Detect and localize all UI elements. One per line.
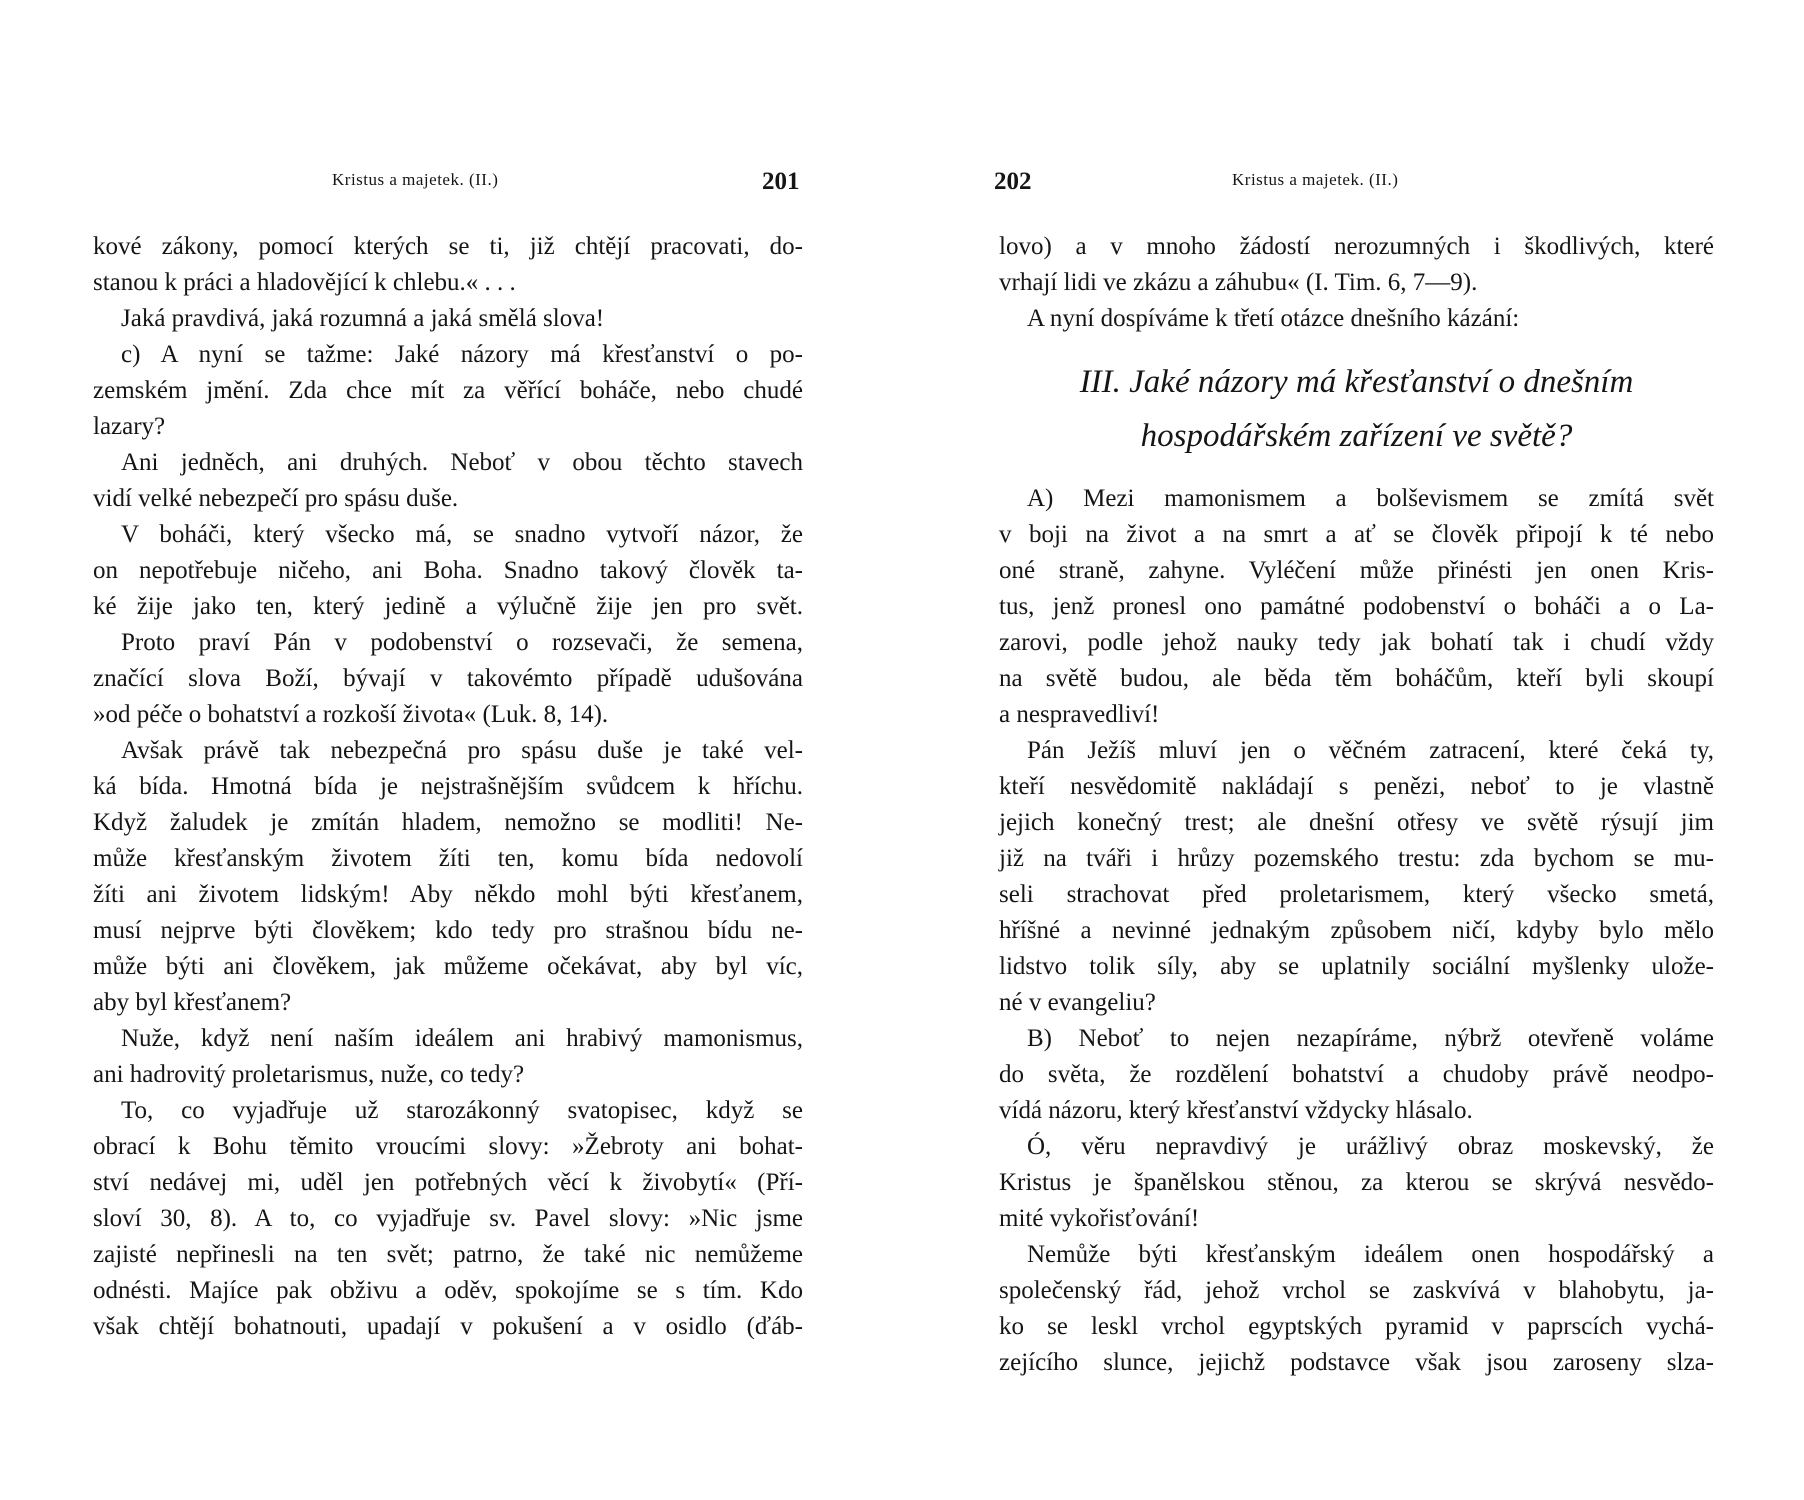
text-line: ani hadrovitý proletarismus, nuže, co tedy?: [93, 1061, 525, 1088]
text-line: seli strachovat před proletarismem, který všecko smetá,: [999, 881, 1714, 908]
text-line: né v evangeliu?: [999, 989, 1156, 1016]
text-line: Avšak právě tak nebezpečná pro spásu duše je také vel-: [121, 737, 803, 764]
text-line: V boháči, který všecko má, se snadno vytvoří názor, že: [121, 521, 803, 548]
text-line: Ó, věru nepravdivý je urážlivý obraz moskevský, že: [1027, 1133, 1714, 1160]
text-line: vrhají lidi ve zkázu a záhubu« (I. Tim. 6, 7—9).: [999, 269, 1478, 296]
text-line: na světě budou, ale běda těm boháčům, kteří byli skoupí: [999, 665, 1714, 692]
text-line: odnésti. Majíce pak obživu a oděv, spokojíme se s tím. Kdo: [93, 1277, 803, 1304]
text-line: však chtějí bohatnouti, upadají v pokušení a v osidlo (ďáb-: [93, 1313, 803, 1340]
text-line: ká bída. Hmotná bída je nejstrašnějším svůdcem k hříchu.: [93, 773, 803, 800]
text-line: sloví 30, 8). A to, co vyjadřuje sv. Pavel slovy: »Nic jsme: [93, 1205, 803, 1232]
section-heading: hospodářském zařízení ve světě?: [1140, 418, 1573, 454]
text-line: A nyní dospíváme k třetí otázce dnešního kázání:: [1027, 305, 1520, 332]
section-heading: III. Jaké názory má křesťanství o dnešním: [1079, 364, 1634, 400]
text-line: Když žaludek je zmítán hladem, nemožno se modliti! Ne-: [93, 809, 803, 836]
text-line: a nespravedliví!: [999, 701, 1160, 728]
text-line: již na tváři i hrůzy pozemského trestu: zda bychom se mu-: [999, 845, 1714, 872]
text-line: Proto praví Pán v podobenství o rozsevači, že semena,: [121, 629, 803, 656]
text-line: zarovi, podle jehož nauky tedy jak bohatí tak i chudí vždy: [999, 629, 1714, 656]
running-head: Kristus a majetek. (II.): [332, 170, 499, 189]
text-line: vídá názoru, který křesťanství vždycky hlásalo.: [999, 1097, 1473, 1124]
text-line: vidí velké nebezpečí pro spásu duše.: [93, 485, 459, 512]
text-line: To, co vyjadřuje už starozákonný svatopisec, když se: [121, 1097, 803, 1124]
text-line: tus, jenž pronesl ono památné podobenství o boháči a o La-: [999, 593, 1714, 620]
text-line: mité vykořisťování!: [999, 1205, 1200, 1232]
text-line: Ani jedněch, ani druhých. Neboť v obou těchto stavech: [121, 449, 803, 476]
page-number: 202: [994, 168, 1032, 195]
text-line: ko se leskl vrchol egyptských pyramid v paprscích vychá-: [999, 1313, 1714, 1340]
text-line: žíti ani životem lidským! Aby někdo mohl býti křesťanem,: [93, 881, 803, 908]
text-line: Jaká pravdivá, jaká rozumná a jaká smělá slova!: [121, 305, 605, 332]
text-line: zemském jmění. Zda chce mít za věřící boháče, nebo chudé: [93, 377, 803, 404]
text-line: on nepotřebuje ničeho, ani Boha. Snadno takový člověk ta-: [93, 557, 803, 584]
text-line: v boji na život a na smrt a ať se člověk připojí k té nebo: [999, 521, 1714, 548]
text-line: do světa, že rozdělení bohatství a chudoby právě neodpo-: [999, 1061, 1714, 1088]
text-line: kteří nesvědomitě nakládají s penězi, neboť to je vlastně: [999, 773, 1714, 800]
text-line: jejich konečný trest; ale dnešní otřesy ve světě rýsují jim: [999, 809, 1714, 836]
text-line: c) A nyní se tažme: Jaké názory má křesťanství o po-: [121, 341, 803, 368]
text-line: značící slova Boží, bývají v takovémto případě udušována: [93, 665, 803, 692]
text-line: oné straně, zahyne. Vyléčení může přinésti jen onen Kris-: [999, 557, 1714, 584]
text-line: Kristus je španělskou stěnou, za kterou se skrývá nesvědo-: [999, 1169, 1714, 1196]
running-head: Kristus a majetek. (II.): [1232, 170, 1399, 189]
text-line: zejícího slunce, jejichž podstavce však jsou zaroseny slza-: [999, 1349, 1714, 1376]
text-line: lovo) a v mnoho žádostí nerozumných i škodlivých, které: [999, 233, 1714, 260]
page-number: 201: [762, 168, 800, 195]
text-line: Pán Ježíš mluví jen o věčném zatracení, které čeká ty,: [1027, 737, 1714, 764]
text-line: hříšné a nevinné jednakým způsobem ničí, kdyby bylo mělo: [999, 917, 1714, 944]
text-line: může býti ani člověkem, jak můžeme očekávat, aby byl víc,: [93, 953, 803, 980]
text-line: Nuže, když není naším ideálem ani hrabivý mamonismus,: [121, 1025, 803, 1052]
text-column: [999, 229, 1714, 1381]
text-line: musí nejprve býti člověkem; kdo tedy pro strašnou bídu ne-: [93, 917, 803, 944]
text-line: zajisté nepřinesli na ten svět; patrno, že také nic nemůžeme: [93, 1241, 803, 1268]
text-line: ké žije jako ten, který jedině a výlučně žije jen pro svět.: [93, 593, 803, 620]
text-line: kové zákony, pomocí kterých se ti, již chtějí pracovati, do-: [93, 233, 803, 260]
text-line: B) Neboť to nejen nezapíráme, nýbrž otevřeně voláme: [1027, 1025, 1714, 1052]
text-line: lidstvo tolik síly, aby se uplatnily sociální myšlenky ulože-: [999, 953, 1714, 980]
text-line: lazary?: [93, 413, 166, 440]
text-line: stanou k práci a hladovějící k chlebu.« . . .: [93, 269, 516, 296]
text-line: »od péče o bohatství a rozkoší života« (Luk. 8, 14).: [93, 701, 609, 728]
text-line: obrací k Bohu těmito vroucími slovy: »Žebroty ani bohat-: [93, 1133, 803, 1160]
text-line: společenský řád, jehož vrchol se zaskvívá v blahobytu, ja-: [999, 1277, 1714, 1304]
text-column: [93, 229, 803, 1345]
text-line: Nemůže býti křesťanským ideálem onen hospodářský a: [1027, 1241, 1714, 1268]
text-line: aby byl křesťanem?: [93, 989, 292, 1016]
text-line: může křesťanským životem žíti ten, komu bída nedovolí: [93, 845, 803, 872]
text-line: A) Mezi mamonismem a bolševismem se zmítá svět: [1027, 485, 1714, 512]
page-202: [902, 0, 1804, 1500]
text-line: ství nedávej mi, uděl jen potřebných věcí k živobytí« (Pří-: [93, 1169, 803, 1196]
